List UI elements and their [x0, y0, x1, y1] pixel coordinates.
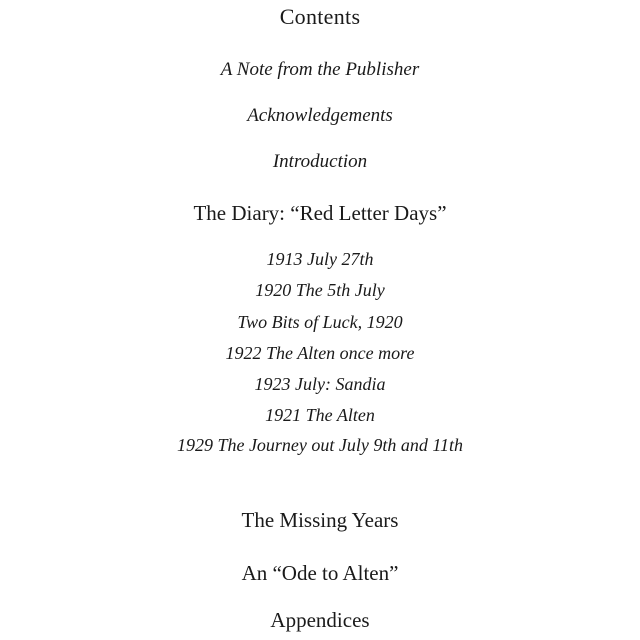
contents-title: Contents	[279, 4, 361, 29]
toc-item-missing-years: The Missing Years	[241, 508, 399, 532]
toc-diary-entry-1922: 1922 The Alten once more	[225, 343, 415, 363]
toc-diary-entry-1921: 1921 The Alten	[265, 405, 375, 425]
toc-item-ode-to-alten: An “Ode to Alten”	[241, 561, 399, 585]
toc-diary-entry-1920: 1920 The 5th July	[255, 280, 385, 300]
toc-diary-entry-1923: 1923 July: Sandia	[254, 374, 386, 394]
toc-diary-entry-two-bits: Two Bits of Luck, 1920	[237, 312, 403, 332]
toc-item-introduction: Introduction	[272, 151, 368, 172]
toc-item-publisher-note: A Note from the Publisher	[220, 59, 420, 80]
toc-diary-entry-1913: 1913 July 27th	[266, 249, 374, 269]
toc-diary-entry-1929: 1929 The Journey out July 9th and 11th	[176, 435, 464, 455]
toc-item-diary-heading: The Diary: “Red Letter Days”	[193, 201, 447, 225]
toc-item-acknowledgements: Acknowledgements	[247, 105, 393, 126]
toc-item-appendices: Appendices	[270, 608, 370, 632]
